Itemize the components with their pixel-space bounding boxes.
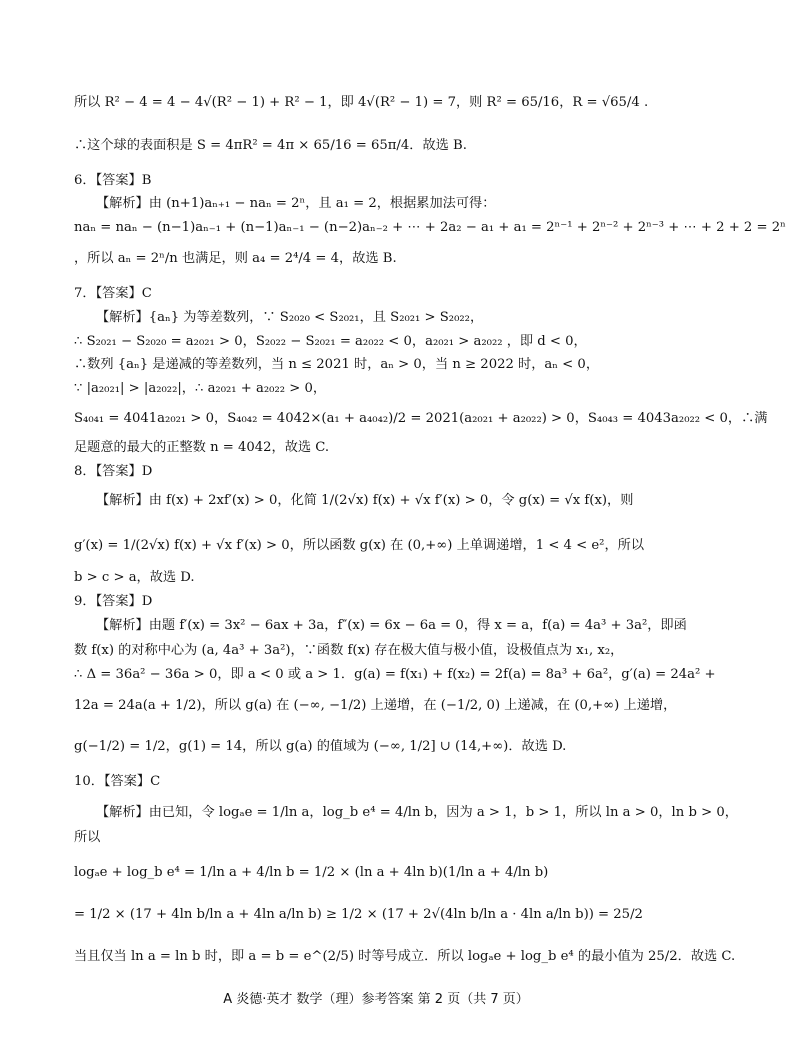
text-line: ∴数列 {aₙ} 是递减的等差数列，当 n ≤ 2021 时，aₙ > 0，当 n ≥ 2022 时，aₙ < 0， xyxy=(74,357,600,372)
text-line: g(−1/2) = 1/2，g(1) = 14，所以 g(a) 的值域为 (−∞, 1/2] ∪ (14,+∞)．故选 D. xyxy=(74,739,567,754)
text-line: ，所以 aₙ = 2ⁿ/n 也满足，则 a₄ = 2⁴/4 = 4，故选 B. xyxy=(74,251,397,266)
answer-heading: 6．【答案】B xyxy=(74,173,152,188)
text-line: 【解析】{aₙ} 为等差数列，∵ S₂₀₂₀ < S₂₀₂₁，且 S₂₀₂₁ > S₂₀₂₂， xyxy=(96,310,484,325)
page-footer: A 炎德·英才 数学（理）参考答案 第 2 页（共 7 页） xyxy=(223,992,529,1007)
text-line: 数 f(x) 的对称中心为 (a, 4a³ + 3a²)，∵函数 f(x) 存在极大值与极小值，设极值点为 x₁, x₂， xyxy=(74,643,624,658)
text-line: ∴ Δ = 36a² − 36a > 0，即 a < 0 或 a > 1．g(a) = f(x₁) + f(x₂) = 2f(a) = 8a³ + 6a²，g′(a) = 24a² + xyxy=(74,667,716,682)
answer-heading: 8．【答案】D xyxy=(74,464,153,479)
answer-heading: 10．【答案】C xyxy=(74,774,161,789)
text-line: 【解析】由题 f′(x) = 3x² − 6ax + 3a，f″(x) = 6x − 6a = 0，得 x = a，f(a) = 4a³ + 3a²，即函 xyxy=(96,618,687,633)
text-line: ∴ S₂₀₂₁ − S₂₀₂₀ = a₂₀₂₁ > 0，S₂₀₂₂ − S₂₀₂₁ = a₂₀₂₂ < 0，a₂₀₂₁ > a₂₀₂₂ ，即 d < 0， xyxy=(74,334,587,349)
text-line: 【解析】由 (n+1)aₙ₊₁ − naₙ = 2ⁿ，且 a₁ = 2，根据累加法可得： xyxy=(96,196,496,211)
text-line: 足题意的最大的正整数 n = 4042，故选 C. xyxy=(74,440,330,455)
answer-heading: 7．【答案】C xyxy=(74,286,152,301)
text-line: 【解析】由 f(x) + 2xf′(x) > 0，化简 1/(2√x) f(x) + √x f′(x) > 0，令 g(x) = √x f(x)，则 xyxy=(96,493,634,508)
answer-heading: 9．【答案】D xyxy=(74,594,153,609)
text-line: 所以 R² − 4 = 4 − 4√(R² − 1) + R² − 1，即 4√(R² − 1) = 7，则 R² = 65/16，R = √65/4 . xyxy=(74,95,649,110)
text-line: 12a = 24a(a + 1/2)，所以 g(a) 在 (−∞, −1/2) 上递增，在 (−1/2, 0) 上递减，在 (0,+∞) 上递增， xyxy=(74,698,677,713)
text-line: S₄₀₄₁ = 4041a₂₀₂₁ > 0，S₄₀₄₂ = 4042×(a₁ + a₄₀₄₂)/2 = 2021(a₂₀₂₁ + a₂₀₂₂) > 0，S₄₀₄₃ = 4043a₂₀₂₂ < 0，∴满 xyxy=(74,411,768,426)
text-line: g′(x) = 1/(2√x) f(x) + √x f′(x) > 0，所以函数 g(x) 在 (0,+∞) 上单调递增，1 < 4 < e²，所以 xyxy=(74,538,645,553)
text-line: = 1/2 × (17 + 4ln b/ln a + 4ln a/ln b) ≥ 1/2 × (17 + 2√(4ln b/ln a · 4ln a/ln b)) = 25/2 xyxy=(74,907,643,922)
text-line: b > c > a，故选 D. xyxy=(74,570,195,585)
text-line: logₐe + log_b e⁴ = 1/ln a + 4/ln b = 1/2 × (ln a + 4ln b)(1/ln a + 4/ln b) xyxy=(74,865,549,880)
text-line: naₙ = naₙ − (n−1)aₙ₋₁ + (n−1)aₙ₋₁ − (n−2)aₙ₋₂ + ⋯ + 2a₂ − a₁ + a₁ = 2ⁿ⁻¹ + 2ⁿ⁻² + 2ⁿ⁻³ + ⋯ + 2 + 2 = 2ⁿ xyxy=(74,220,786,235)
text-line: ∴这个球的表面积是 S = 4πR² = 4π × 65/16 = 65π/4．故选 B. xyxy=(74,138,467,153)
text-line: 当且仅当 ln a = ln b 时，即 a = b = e^(2/5) 时等号成立．所以 logₐe + log_b e⁴ 的最小值为 25/2．故选 C. xyxy=(74,949,736,964)
text-line: ∵ |a₂₀₂₁| > |a₂₀₂₂|，∴ a₂₀₂₁ + a₂₀₂₂ > 0， xyxy=(74,381,327,396)
text-line: 【解析】由已知，令 logₐe = 1/ln a，log_b e⁴ = 4/ln b，因为 a > 1，b > 1，所以 ln a > 0，ln b > 0， xyxy=(96,805,738,820)
text-line: 所以 xyxy=(74,830,101,845)
